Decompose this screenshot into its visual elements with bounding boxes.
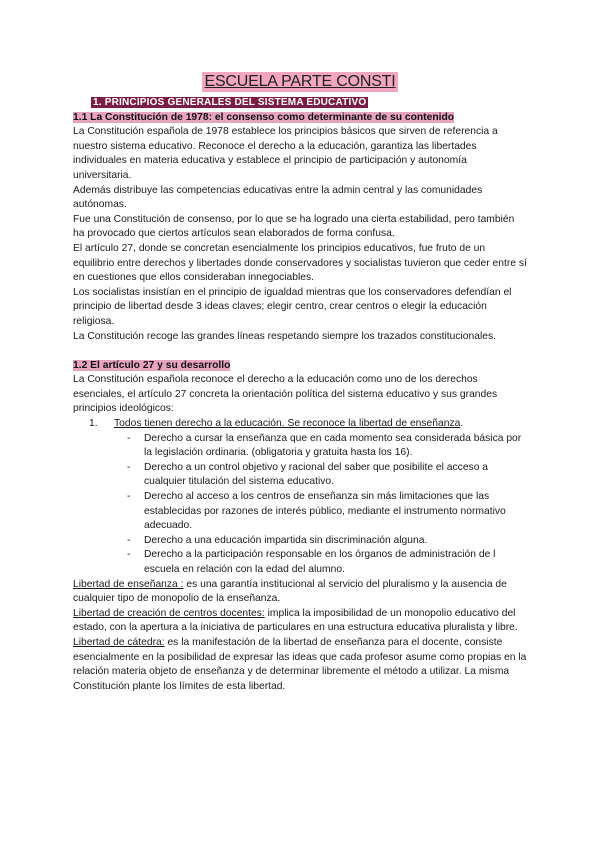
document-body xyxy=(73,96,528,694)
list-item: - Derecho a la participación responsable en los órganos de administración de l escuela en relación con la edad del alumno. xyxy=(127,549,496,575)
section-heading xyxy=(73,96,528,111)
definition-term: Libertad de enseñanza : xyxy=(73,578,184,590)
definition: Libertad de creación de centros docentes: implica la imposibilidad de un monopolio educativo del estado, con la apertura a la iniciativa de particulares en una estructura educativa pluralista y libre. xyxy=(73,607,518,634)
list-item: - Derecho al acceso a los centros de enseñanza sin más limitaciones que las establecidas por razones de interés público, mediante el instrumento normativo adecuado. xyxy=(127,491,506,532)
paragraph: La Constitución recoge las grandes líneas respetando siempre los trazados constitucionales. xyxy=(73,330,496,342)
list-item: - Derecho a una educación impartida sin discriminación alguna. xyxy=(127,534,428,546)
definition: Libertad de enseñanza : es una garantía institucional al servicio del pluralismo y la ausencia de cualquier tipo de monopolio de la enseñanza. xyxy=(73,578,507,605)
list-number: 1. xyxy=(89,418,98,430)
list-item: - Derecho a un control objetivo y racional del saber que posibilite el acceso a cualquier titulación del sistema educativo. xyxy=(127,461,489,488)
spacer xyxy=(73,344,528,359)
section-heading-text: 1. PRINCIPIOS GENERALES DEL SISTEMA EDUCATIVO xyxy=(93,97,367,108)
numbered-list-item: 1. Todos tienen derecho a la educación. Se reconoce la libertad de enseñanza. xyxy=(73,417,528,432)
paragraph: Además distribuye las competencias educativas entre la admin central y las comunidades autónomas. xyxy=(73,184,483,211)
definition-term: Libertad de cátedra: xyxy=(73,636,165,648)
list-item: - Derecho a cursar la enseñanza que en cada momento sea considerada básica por la legislación ordinaria. (obligatoria y gratuita hasta los 16). xyxy=(127,432,522,459)
list-item-text: Todos tienen derecho a la educación. Se reconoce la libertad de enseñanza xyxy=(114,418,461,430)
subsection-heading-1-2: 1.2 El artículo 27 y su desarrollo xyxy=(73,359,231,371)
definition: Libertad de cátedra: es la manifestación de la libertad de enseñanza para el docente, consiste esencialmente en la posibilidad de expresar las ideas que cada profesor asume como propias en la relación materia objeto de enseñanza y de determinar libremente el método a utilizar. La misma Constitución plante los límites de esta libertad. xyxy=(73,636,527,692)
title-wrap xyxy=(0,72,600,92)
paragraph: La Constitución española de 1978 establece los principios básicos que sirven de referencia a nuestro sistema educativo. Reconoce el derecho a la educación, garantiza las libertades individuales en materia educativa y establece el principio de participación y autonomía universitaria. xyxy=(73,126,498,181)
definition-term: Libertad de creación de centros docentes: xyxy=(73,607,265,619)
paragraph: Fue una Constitución de consenso, por lo que se ha logrado una cierta estabilidad, pero también ha provocado que ciertos artículos sean elaborados de forma confusa. xyxy=(73,213,515,240)
paragraph: El artículo 27, donde se concretan esencialmente los principios educativos, fue fruto de un equilibrio entre derechos y libertades donde conservadores y socialistas tuvieron que ceder entre sí en cuestiones que ellos consideraban innegociables. xyxy=(73,242,527,284)
paragraph: La Constitución española reconoce el derecho a la educación como uno de los derechos esenciales, el artículo 27 concreta la orientación política del sistema educativo y sus grandes principios ideológicos: xyxy=(73,374,498,415)
document-title: ESCUELA PARTE CONSTI xyxy=(204,73,396,90)
paragraph: Los socialistas insistían en el principio de igualdad mientras que los conservadores defendían el principio de libertad desde 3 ideas claves; elegir centro, crear centros o elegir la educación religiosa. xyxy=(73,286,512,327)
subsection-heading-1-1: 1.1 La Constitución de 1978: el consenso como determinante de su contenido xyxy=(73,111,455,123)
bullet-list xyxy=(73,432,528,578)
